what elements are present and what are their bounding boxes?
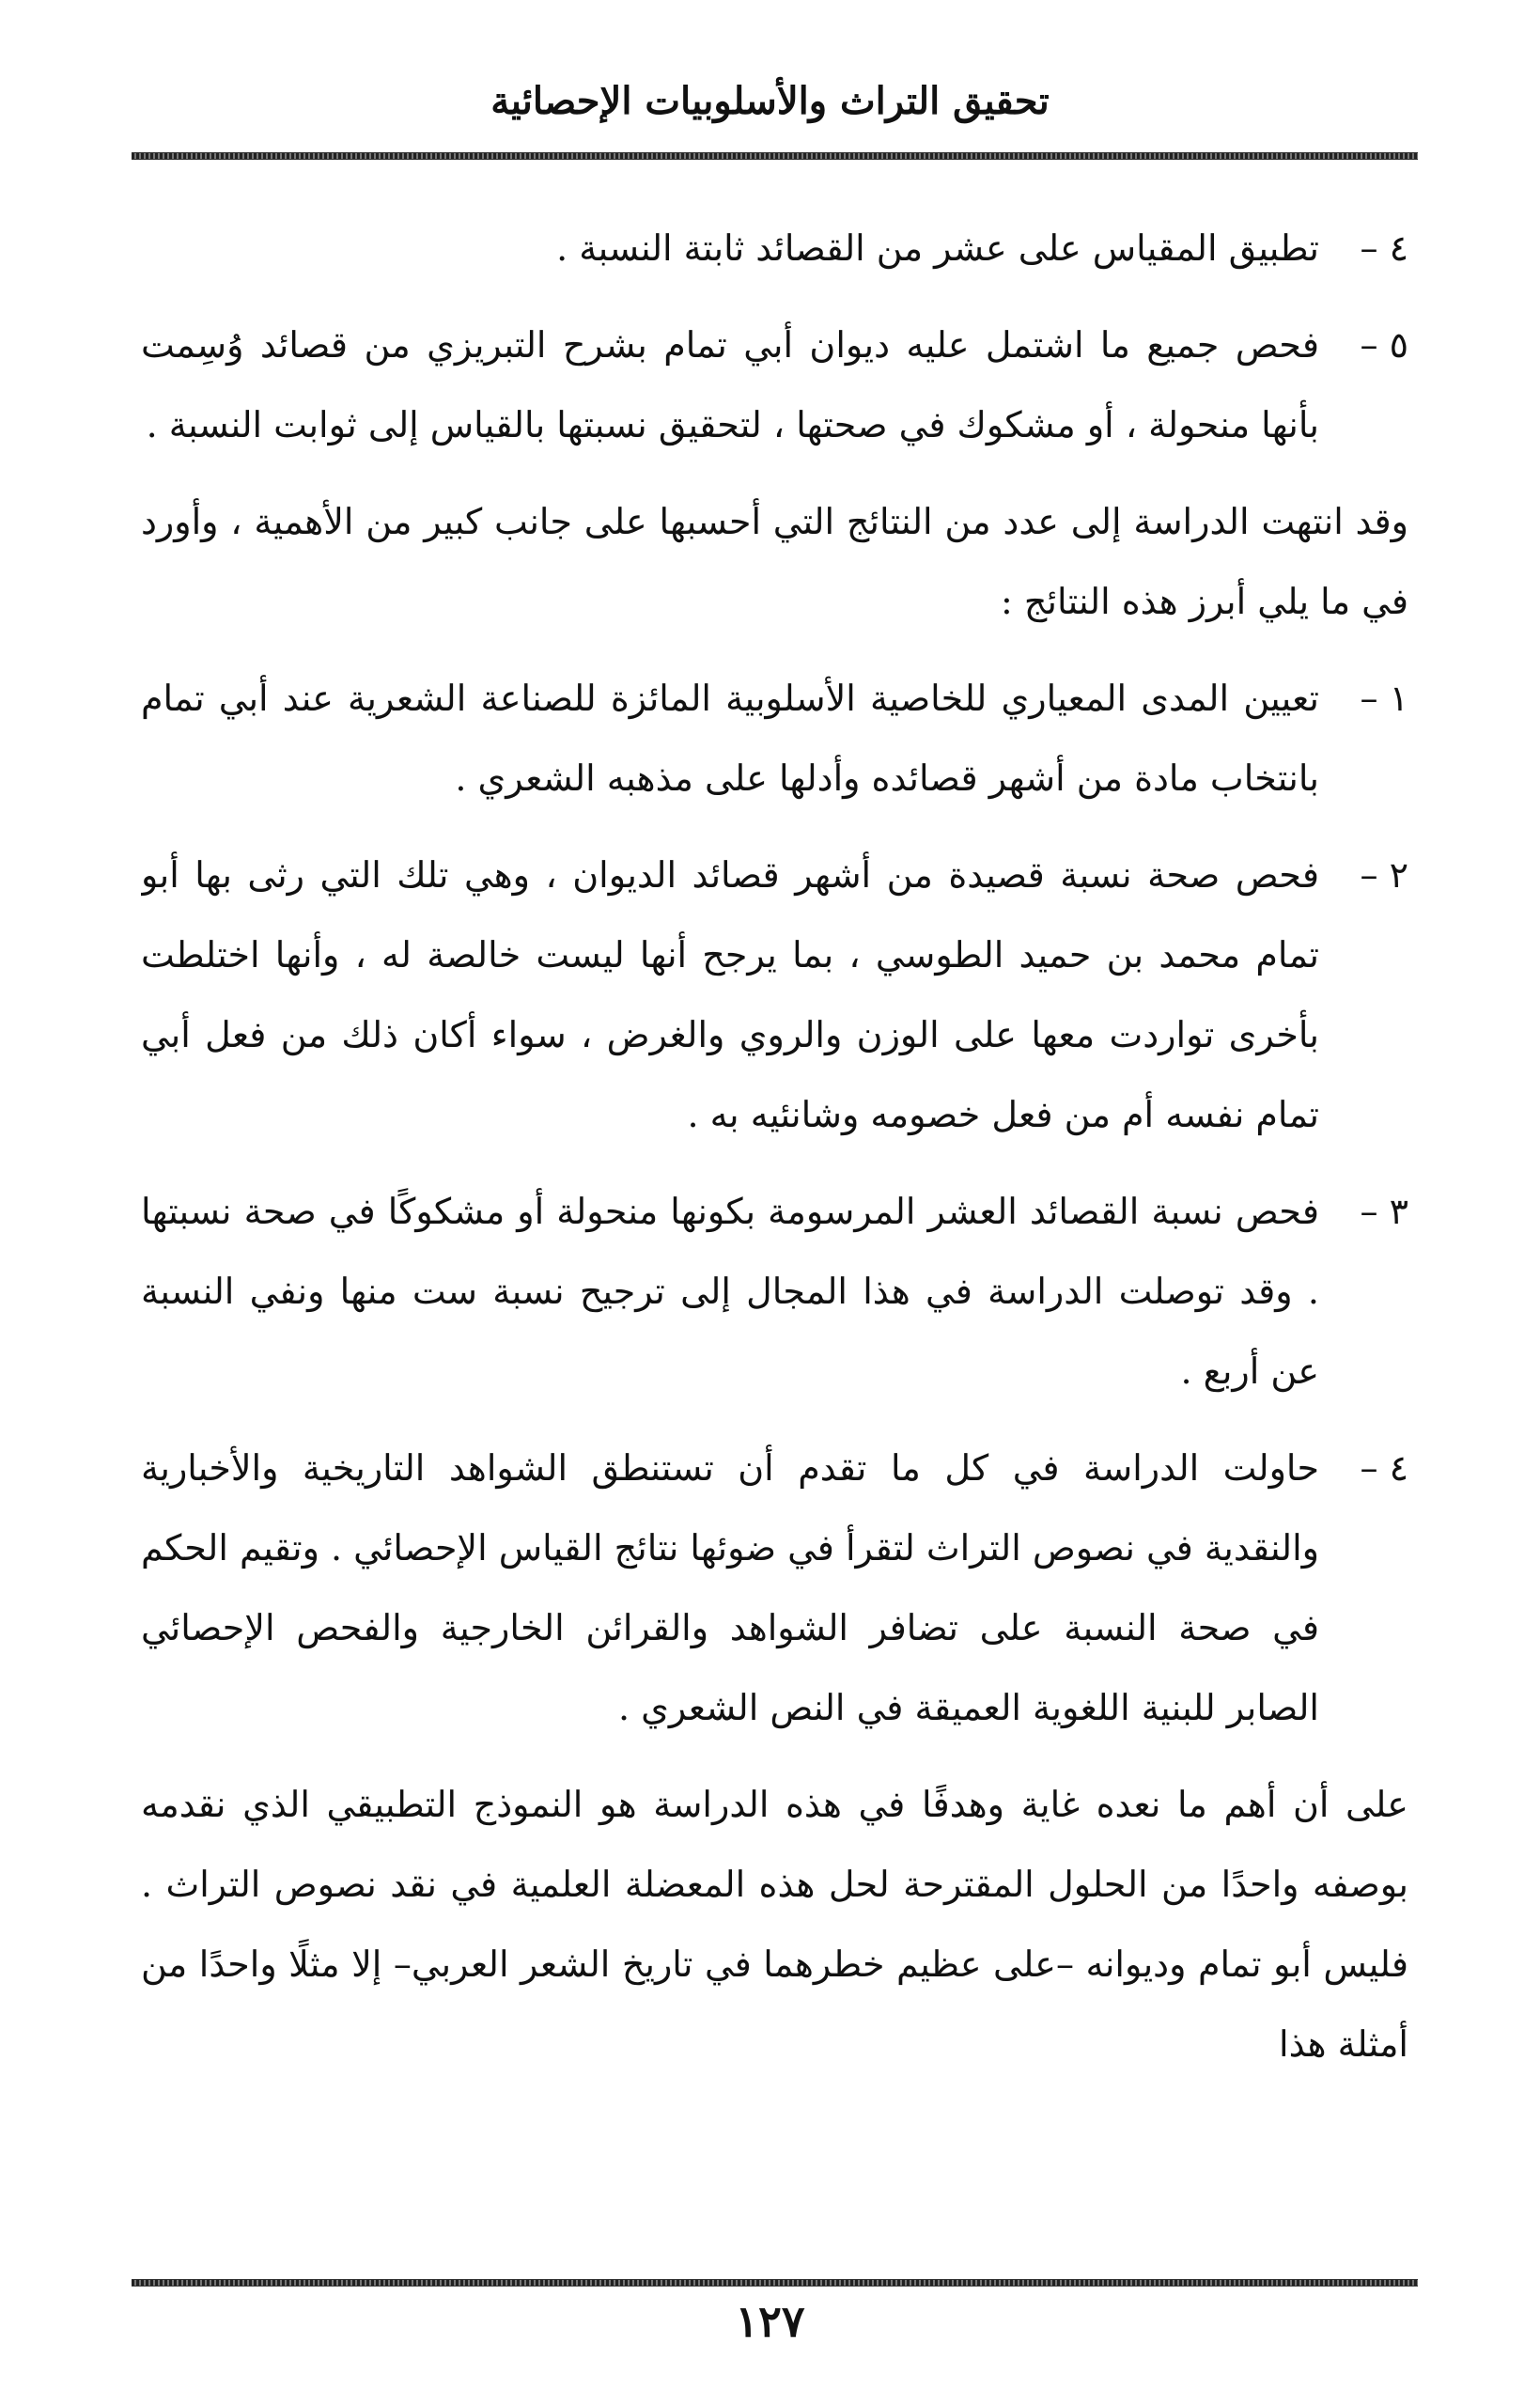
list-item <box>141 305 1408 465</box>
item-number: ٣ – <box>1360 1191 1408 1232</box>
footer-rule <box>132 2279 1418 2287</box>
running-head: تحقيق التراث والأسلوبيات الإحصائية <box>490 79 1050 123</box>
item-text: حاولت الدراسة في كل ما تقدم أن تستنطق الشواهد التاريخية والأخبارية والنقدية في نصوص التراث لتقرأ في ضوئها نتائج القياس الإحصائي . وتقيم الحكم في صحة النسبة على تضافر الشواهد والقرائن الخارجية والفحص الإحصائي الصابر للبنية اللغوية العميقة في النص الشعري . <box>141 1447 1319 1728</box>
closing-paragraph: على أن أهم ما نعده غاية وهدفًا في هذه الدراسة هو النموذج التطبيقي الذي نقدمه بوصفه واحدًا من الحلول المقترحة لحل هذه المعضلة العلمية في نقد نصوص التراث . فليس أبو تمام وديوانه –على عظيم خطرهما في تاريخ الشعر العربي– إلا مثلًا واحدًا من أمثلة هذا <box>141 1784 1408 2065</box>
item-text: فحص جميع ما اشتمل عليه ديوان أبي تمام بشرح التبريزي من قصائد وُسِمت بأنها منحولة ، أو مشكوك في صحتها ، لتحقيق نسبتها بالقياس إلى ثوابت النسبة . <box>141 324 1319 445</box>
result-item <box>141 835 1408 1155</box>
item-number: ٢ – <box>1360 854 1408 896</box>
list-item <box>141 209 1408 289</box>
item-number: ٤ – <box>1360 1447 1408 1489</box>
header-rule <box>132 152 1418 160</box>
item-number: ٥ – <box>1360 324 1408 366</box>
page-number: ١٢٧ <box>735 2296 805 2347</box>
page-body <box>141 209 1408 2267</box>
result-item <box>141 1428 1408 1748</box>
item-text: تعيين المدى المعياري للخاصية الأسلوبية المائزة للصناعة الشعرية عند أبي تمام بانتخاب مادة من أشهر قصائده وأدلها على مذهبه الشعري . <box>141 678 1319 799</box>
item-number: ٤ – <box>1360 227 1408 269</box>
result-item <box>141 1172 1408 1412</box>
intro-paragraph: وقد انتهت الدراسة إلى عدد من النتائج التي أحسبها على جانب كبير من الأهمية ، وأورد في ما يلي أبرز هذه النتائج : <box>141 501 1408 622</box>
item-text: فحص صحة نسبة قصيدة من أشهر قصائد الديوان ، وهي تلك التي رثى بها أبو تمام محمد بن حميد الطوسي ، بما يرجح أنها ليست خالصة له ، وأنها اختلطت بأخرى تواردت معها على الوزن والروي والغرض ، سواء أكان ذلك من فعل أبي تمام نفسه أم من فعل خصومه وشانئيه به . <box>141 854 1319 1135</box>
item-number: ١ – <box>1360 678 1408 719</box>
item-text: تطبيق المقياس على عشر من القصائد ثابتة النسبة . <box>556 227 1319 269</box>
result-item <box>141 659 1408 819</box>
item-text: فحص نسبة القصائد العشر المرسومة بكونها منحولة أو مشكوكًا في صحة نسبتها . وقد توصلت الدراسة في هذا المجال إلى ترجيح نسبة ست منها ونفي النسبة عن أربع . <box>141 1191 1319 1392</box>
